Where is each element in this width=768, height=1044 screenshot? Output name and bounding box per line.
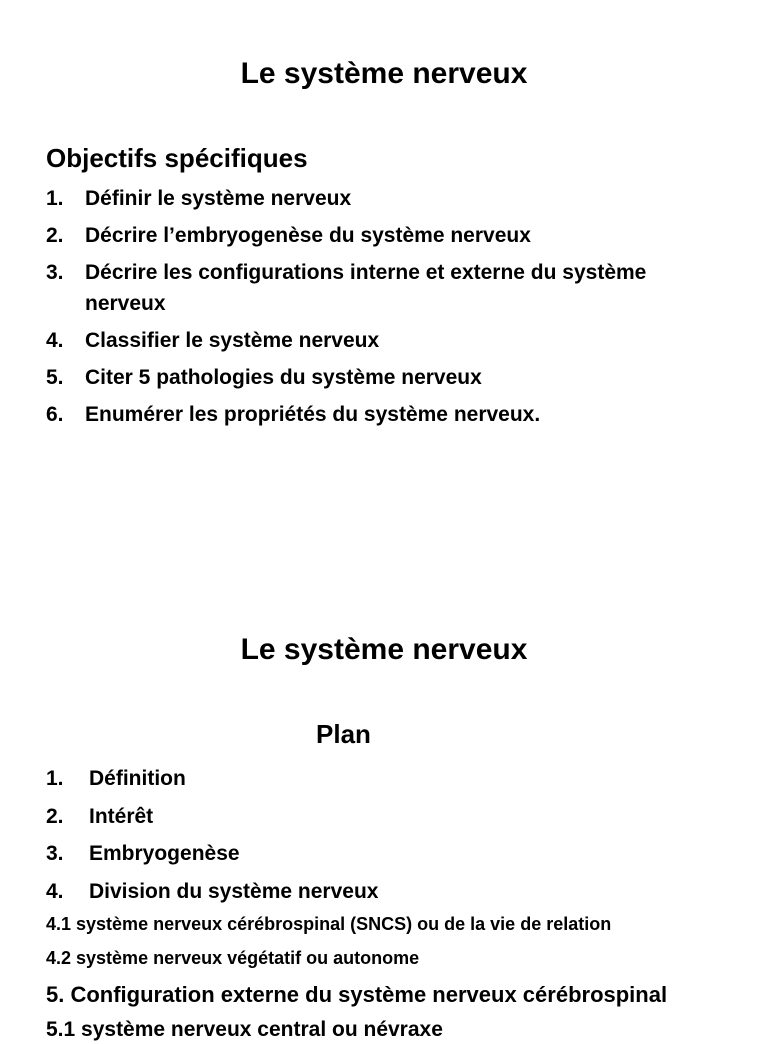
list-item-text: Définition xyxy=(89,767,186,790)
list-item xyxy=(46,257,726,319)
slide-title: Le système nerveux xyxy=(240,633,528,666)
section-heading-objectives: Objectifs spécifiques xyxy=(46,143,308,173)
list-item xyxy=(46,801,746,832)
slide-title: Le système nerveux xyxy=(240,57,528,90)
list-item xyxy=(46,220,726,251)
list-item-text: Décrire les configurations interne et externe du système nerveux xyxy=(85,261,647,315)
list-item xyxy=(46,325,726,356)
list-number: 2. xyxy=(46,804,64,828)
sub-list-item: 4.1 système nerveux cérébrospinal (SNCS) ou de la vie de relation xyxy=(46,914,612,934)
list-number: 6. xyxy=(46,403,64,426)
list-number: 3. xyxy=(46,261,64,284)
plan-item-5-1: 5.1 système nerveux central ou névraxe xyxy=(46,1018,443,1041)
list-number: 5. xyxy=(46,366,64,389)
slide-plan xyxy=(0,576,768,1041)
list-item-text: Classifier le système nerveux xyxy=(85,329,380,352)
list-item xyxy=(46,763,746,794)
list-number: 4. xyxy=(46,879,64,903)
plan-sublist xyxy=(46,912,611,980)
list-item-text: Embryogenèse xyxy=(89,842,240,865)
sub-list-item: 4.2 système nerveux végétatif ou autonome xyxy=(46,948,420,968)
section-heading-plan: Plan xyxy=(316,719,371,749)
list-item-text: Intérêt xyxy=(89,804,154,828)
list-number: 2. xyxy=(46,224,64,247)
list-item-text: Décrire l’embryogenèse du système nerveux xyxy=(85,224,531,247)
list-number: 4. xyxy=(46,329,64,352)
plan-list xyxy=(46,763,746,913)
list-number: 3. xyxy=(46,842,64,865)
list-item-text: Enumérer les propriétés du système nerveux. xyxy=(85,403,541,426)
objectives-list xyxy=(46,183,726,436)
list-item-text: Division du système nerveux xyxy=(89,879,379,903)
list-item-text: Citer 5 pathologies du système nerveux xyxy=(85,366,482,389)
list-item xyxy=(46,183,726,214)
list-item xyxy=(46,399,726,430)
list-item xyxy=(46,838,746,869)
list-number: 1. xyxy=(46,767,64,790)
list-item xyxy=(46,876,746,907)
list-number: 1. xyxy=(46,187,64,210)
plan-item-5: 5. Configuration externe du système nerveux cérébrospinal xyxy=(46,982,668,1007)
list-item xyxy=(46,362,726,393)
list-item-text: Définir le système nerveux xyxy=(85,187,352,210)
